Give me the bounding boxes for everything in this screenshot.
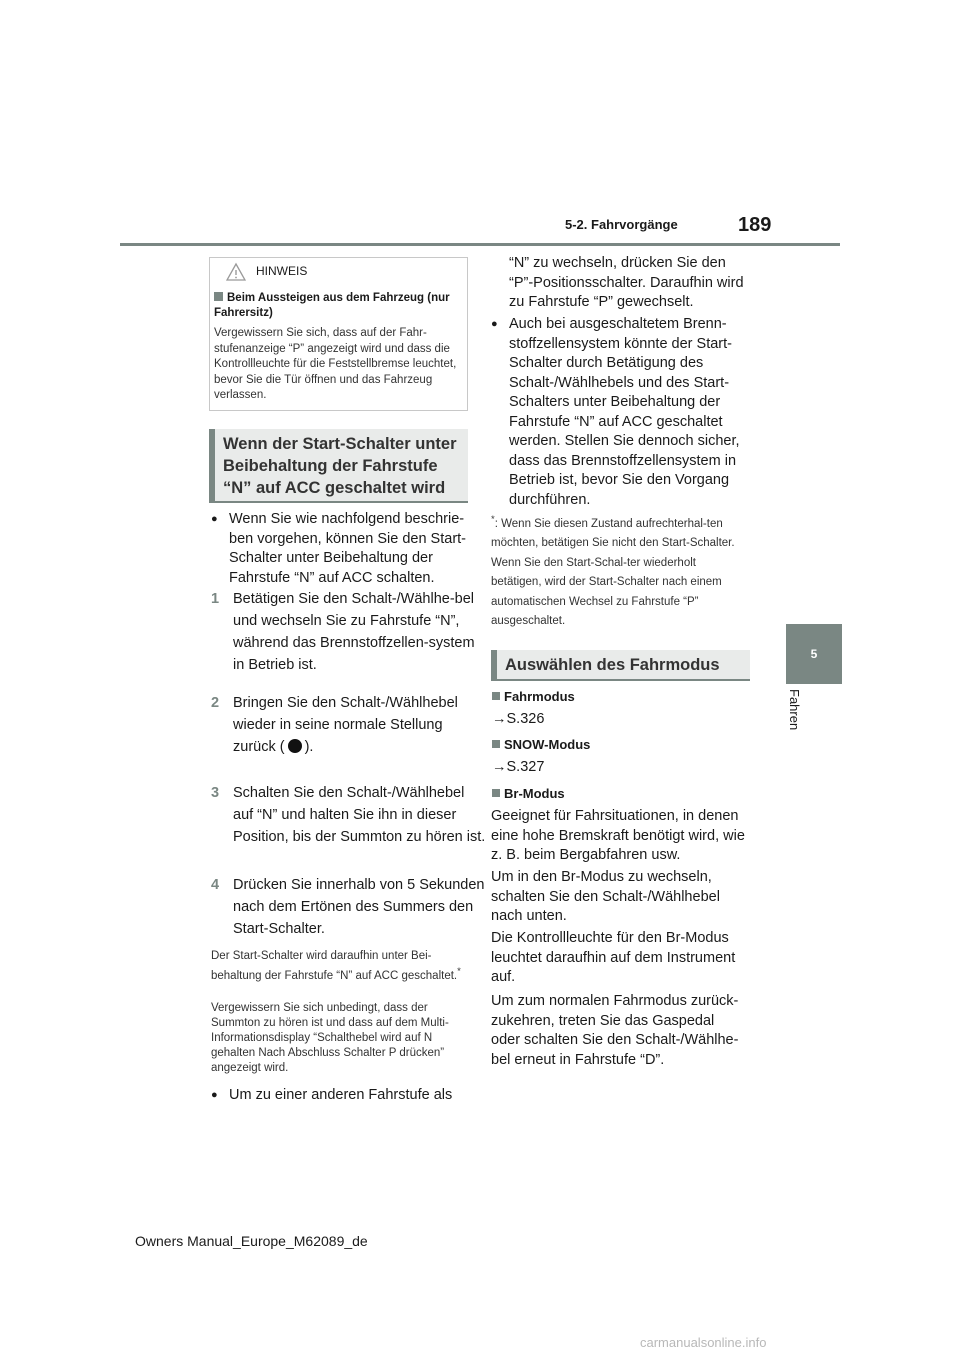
bullet-fuelcell-off: ● Auch bei ausgeschaltetem Brenn-stoffzellensystem könnte der Start-Schalter durch Betätigung des Schalt-/Wählhebels und des Start-Schalters unter Beibehaltung der Fahrstufe “N” auf ACC geschaltet werden. Stellen Sie dennoch sicher, dass das Brennstoffzellensystem in Betrieb ist, bevor Sie den Vorgang durchführen. bbox=[491, 315, 761, 510]
step-text: Betätigen Sie den Schalt-/Wählhe-bel und wechseln Sie zu Fahrstufe “N”, während das Brennstoffzellen-system in Betrieb ist. bbox=[233, 591, 475, 673]
section-heading-acc: Wenn der Start-Schalter unter Beibehaltung der Fahrstufe “N” auf ACC geschaltet wird bbox=[209, 429, 468, 503]
subheading-br: Br-Modus bbox=[492, 786, 565, 801]
footnote-marker: * bbox=[457, 966, 461, 977]
note-summton: Vergewissern Sie sich unbedingt, dass der Summton zu hören ist und dass auf dem Multi-Informationsdisplay “Schalthebel wird auf N gehalten Nach Abschluss Schalter P drücken” angezeigt wird. bbox=[211, 1002, 449, 1074]
step-4 bbox=[211, 874, 486, 940]
note-heading-text: Beim Aussteigen aus dem Fahrzeug (nur Fahrersitz) bbox=[214, 292, 450, 319]
document-footer: Owners Manual_Europe_M62089_de bbox=[135, 1233, 368, 1249]
footnote-marker: * bbox=[491, 514, 495, 525]
step-3 bbox=[211, 782, 486, 848]
step-number: 3 bbox=[211, 785, 220, 801]
ref-snow[interactable]: →S.327 bbox=[492, 759, 545, 775]
chapter-label: Fahren bbox=[787, 689, 802, 731]
section-heading-fahrmodus: Auswählen des Fahrmodus bbox=[491, 650, 750, 681]
header-rule bbox=[120, 243, 840, 246]
chapter-tab bbox=[786, 624, 842, 684]
step-text: Drücken Sie innerhalb von 5 Sekunden nach dem Ertönen des Summers den Start-Schalter. bbox=[233, 877, 485, 937]
step-number: 4 bbox=[211, 877, 220, 893]
warning-triangle-icon bbox=[226, 262, 246, 282]
br-paragraph-2: Um in den Br-Modus zu wechseln, schalten Sie den Schalt-/Wählhebel nach unten. bbox=[491, 869, 720, 924]
footnote-text: : Wenn Sie diesen Zustand aufrechterhal-ten möchten, betätigen Sie nicht den Start-Schalter. Wenn Sie den Start-Schal-ter wiederholt betätigen, wird der Start-Schalter nach einem automatischen Wechsel zu Fahrstufe “P” ausgeschaltet. bbox=[491, 517, 735, 628]
note-body: Vergewissern Sie sich, dass auf der Fahr-stufenanzeige “P” angezeigt wird und dass die Kontrollleuchte für die Feststellbremse leuchtet, bevor Sie die Tür öffnen und das Fahrzeug verlassen. bbox=[214, 327, 457, 401]
footnote bbox=[491, 510, 746, 632]
bullet-other-gear-cont: “N” zu wechseln, drücken Sie den “P”-Positionsschalter. Daraufhin wird zu Fahrstufe “P” gewechselt. bbox=[509, 255, 744, 310]
step-text-before: Bringen Sie den Schalt-/Wählhebel wieder in seine normale Stellung zurück ( bbox=[233, 695, 458, 755]
note-heading bbox=[214, 291, 464, 321]
watermark: carmanualsonline.info bbox=[640, 1335, 767, 1350]
section-title: 5-2. Fahrvorgänge bbox=[565, 217, 678, 232]
chapter-label-wrap bbox=[788, 689, 802, 749]
subheading-snow: SNOW-Modus bbox=[492, 737, 590, 752]
note-acc bbox=[211, 949, 464, 984]
br-paragraph-1: Geeignet für Fahrsituationen, in denen eine hohe Bremskraft benötigt wird, wie z. B. beim Bergabfahren usw. bbox=[491, 808, 745, 863]
chapter-number: 5 bbox=[810, 647, 818, 661]
step-2 bbox=[211, 692, 486, 758]
page-number: 189 bbox=[738, 214, 772, 236]
step-number: 2 bbox=[211, 695, 220, 711]
note-acc-text: Der Start-Schalter wird daraufhin unter Bei-behaltung der Fahrstufe “N” auf ACC geschaltet. bbox=[211, 950, 458, 982]
br-paragraph-3: Die Kontrollleuchte für den Br-Modus leuchtet daraufhin auf dem Instrument auf. bbox=[491, 930, 736, 985]
step-text-after: ). bbox=[304, 739, 314, 755]
step-1 bbox=[211, 588, 486, 676]
subheading-fahrmodus: Fahrmodus bbox=[492, 689, 575, 704]
step-number: 1 bbox=[211, 591, 220, 607]
ref-fahrmodus[interactable]: →S.326 bbox=[492, 711, 545, 727]
br-paragraph-4: Um zum normalen Fahrmodus zurück-zukehren, treten Sie das Gaspedal oder schalten Sie den Schalt-/Wählhe-bel erneut in Fahrstufe “D”. bbox=[491, 993, 739, 1068]
note-title: HINWEIS bbox=[256, 264, 308, 278]
bullet-other-gear: ● Um zu einer anderen Fahrstufe als bbox=[211, 1086, 482, 1106]
step-text: Schalten Sie den Schalt-/Wählhebel auf “N” und halten Sie ihn in dieser Position, bis der Summton zu hören ist. bbox=[233, 785, 486, 845]
square-bullet-icon bbox=[214, 292, 223, 301]
intro-bullet: ● Wenn Sie wie nachfolgend beschrie-ben vorgehen, können Sie den Start-Schalter unter Beibehaltung der Fahrstufe “N” auf ACC schalten. bbox=[211, 510, 482, 588]
button-dot-icon bbox=[288, 739, 302, 753]
